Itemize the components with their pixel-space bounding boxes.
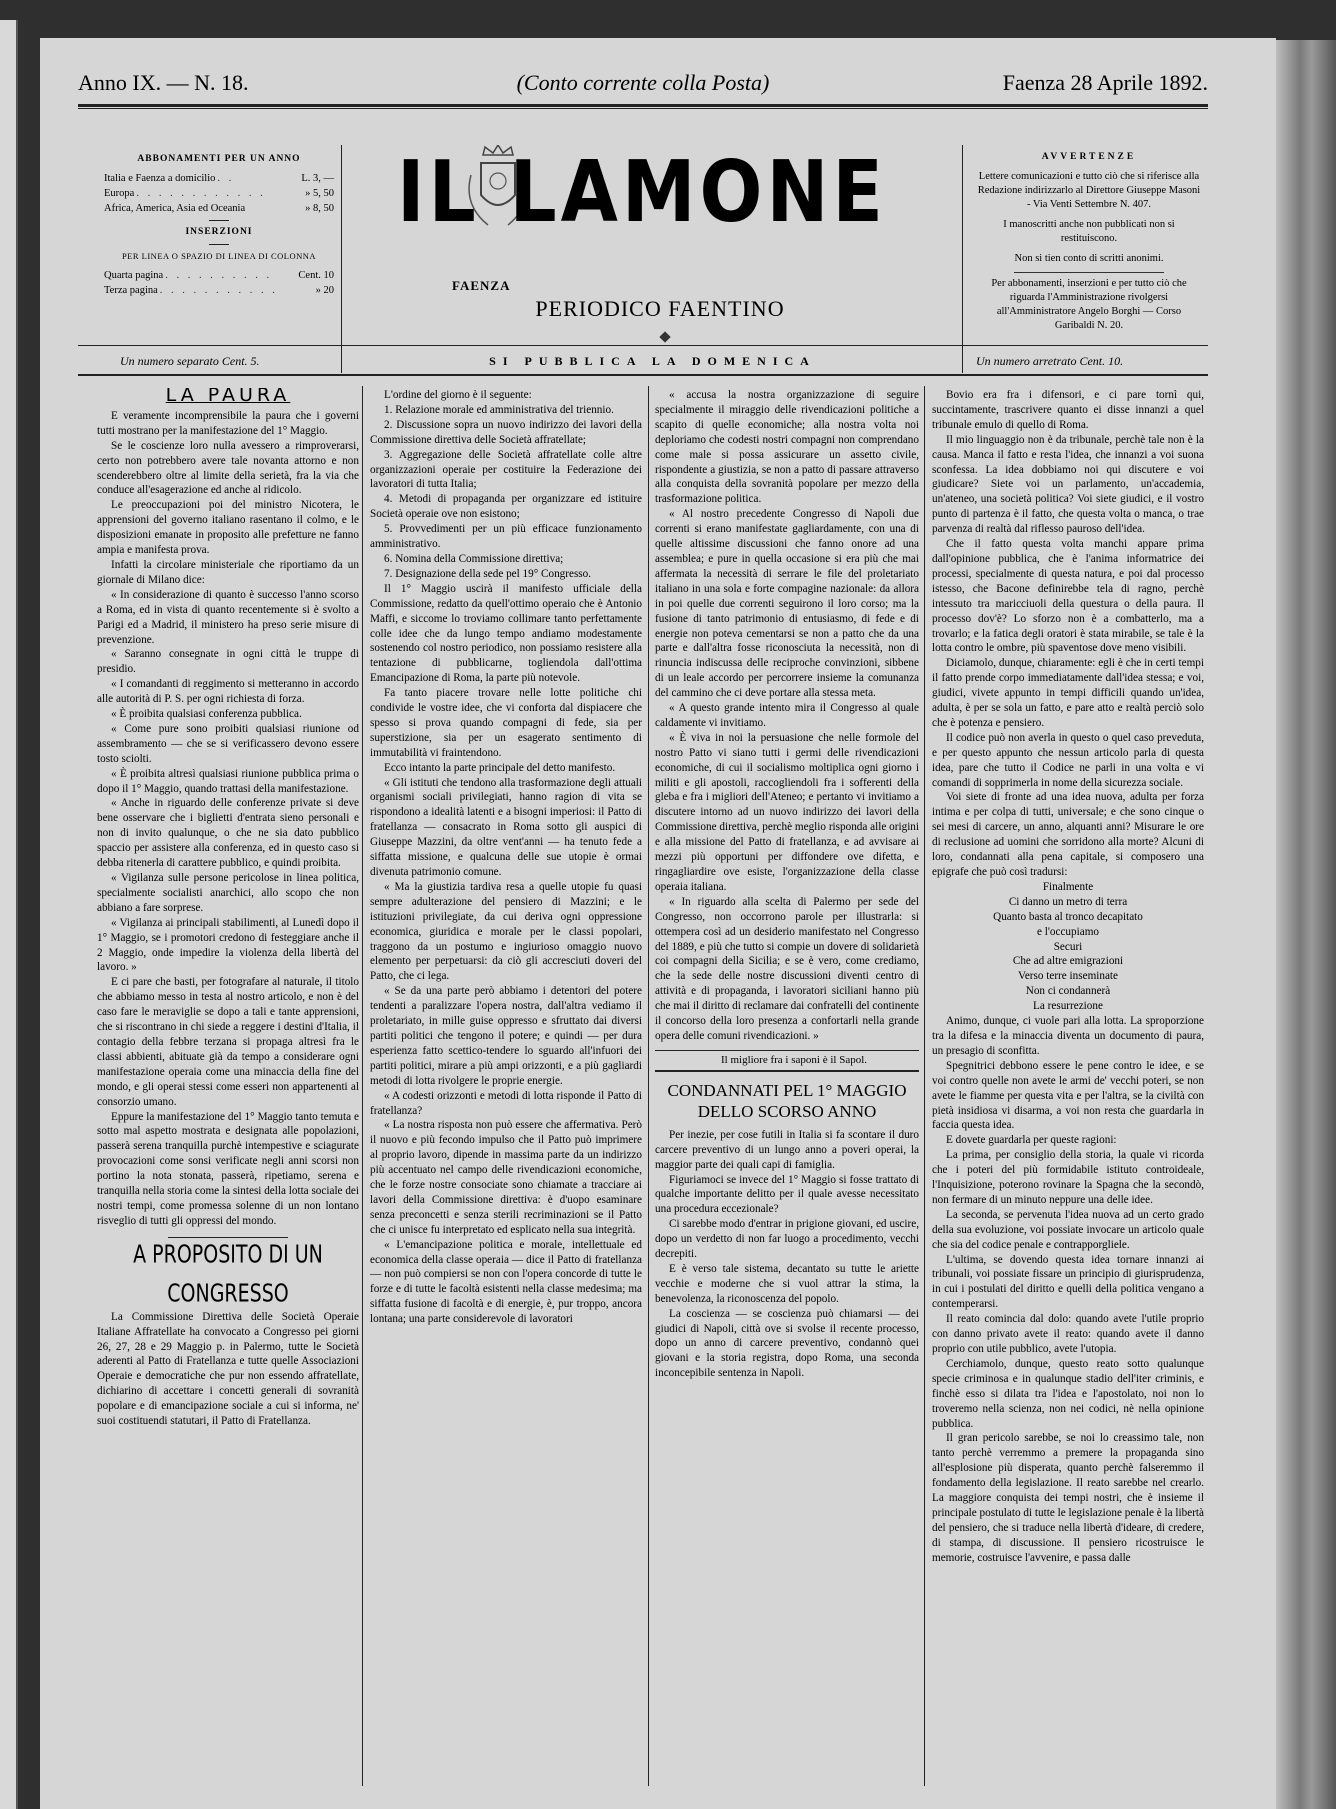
price-value: Cent. 10: [298, 270, 334, 281]
paragraph: E è verso tale sistema, decantato su tutte le ariette vecchie e moderne che si vuol attrar la stima, la benevolenza, la riconoscenza del popolo.: [655, 1262, 919, 1305]
paragraph: « È proibita altresì qualsiasi riunione pubblica prima o dopo il 1° Maggio, quando trattasi della manifestazione.: [97, 767, 359, 795]
avvertenze-text: Lettere comunicazioni e tutto ciò che si riferisce alla Redazione indirizzarlo al Direttore Giuseppe Masoni - Via Venti Settembre N. 407.: [977, 171, 1201, 210]
binding-spine: [0, 20, 18, 1809]
page-edges: [1276, 40, 1336, 1809]
paragraph: Il mio linguaggio non è da tribunale, perchè tale non è la causa. Manca il fatto e resta l'idea, che innanzi a voi suona sconfessa. La idea dobbiamo noi qui discutere e voi giudicare? Siete voi un parlamento, un'accademia, un'ateneo, una società politica? Voi siete giudici, e il vostro punto di partenza è il fatto, che questa volta o manca, o trae parvenza di realtà dal riflesso pauroso dell'idea.: [932, 433, 1204, 536]
avvertenze-text: Per abbonamenti, inserzioni e per tutto ciò che riguarda l'Amministrazione rivolgersi all'Amministratore Angelo Borghi — Corso Garibaldi N. 20.: [991, 278, 1187, 331]
paragraph: Voi siete di fronte ad una idea nuova, adulta per forza intima e per colpa di tutti, universale; e che sono cinque o sei mesi di carcere, un anno, alquanti anni? Misurare le ore di reclusione ad uomini che sorridono alla morte? Alcuni di loro, condannati alla pena capitale, si composero una epigrafe che può così tradursi:: [932, 791, 1204, 878]
article-heading: A PROPOSITO DI UN CONGRESSO: [133, 1239, 323, 1308]
paragraph: Bovio era fra i difensori, e ci pare tornì qui, succintamente, trascrivere quanto ei disse innanzi a quel tribunale emulo di quello di Roma.: [932, 389, 1204, 431]
paragraph: Che il fatto questa volta manchi appare prima dall'opinione pubblica, che è l'anima informatrice dei processi, specialmente di questa natura, e poi dal processo istesso, che Bacone definirebbe tela di ragno, perchè intessuto tra maricciuoli della questura o della paura. Il processo dov'è? Lo sforzo non è a combatterlo, ma a trovarlo; e la fatica degli oratori è stata mirabile, se tale è la lotta contro le ombre, più spaventose dove meno visibili.: [932, 538, 1204, 655]
separator: [655, 1070, 919, 1072]
poem-line: Che ad altre emigrazioni: [1012, 955, 1124, 968]
poem-line: Non ci condannerà: [1025, 985, 1111, 998]
issue-date: Faenza 28 Aprile 1892.: [1002, 70, 1208, 95]
masthead-line: [78, 70, 1208, 100]
column-rule: [924, 386, 925, 1786]
price-row: Terza pagina . . . . . . . . . . . » 20: [104, 285, 334, 296]
separator: [209, 220, 229, 221]
issue-number: Anno IX. — N. 18.: [78, 70, 249, 95]
paragraph: Cerchiamolo, dunque, questo reato sotto qualunque specie criminosa e in qualunque stadio dell'iter criminis, e finchè esso si dilata tra l'idea e l'apostolato, noi non lo troveremo nella scienza, non nei codici, nè nella opinione pubblica.: [932, 1357, 1204, 1430]
price-value: » 20: [315, 285, 334, 296]
strip-rule-top: [78, 345, 1208, 346]
poem-line: Verso terre inseminate: [1017, 970, 1119, 983]
poem-line: Ci danno un metro di terra: [1008, 895, 1128, 908]
paragraph: « A questo grande intento mira il Congresso al quale caldamente vi invitiamo.: [655, 702, 919, 729]
paragraph: Le preoccupazioni poi del ministro Nicotera, le apprensioni del governo italiano rasentano il colmo, e le disposizioni emanate in proposito alle prefetture ne fanno ampia e manifesta prova.: [97, 499, 359, 557]
paragraph: Per inezie, per cose futili in Italia si fa scontare il duro carcere preventivo di un lungo anno a poveri operai, la maggior parte dei quali capi di famiglia.: [655, 1128, 919, 1171]
paragraph: Il codice può non averla in questo o quel caso preveduta, e per questo appunto che nessun articolo parla di questa idea, pare che tutto il Codice ne parli in una volta e vi comandi di sopprimerla in nome della sicurezza sociale.: [932, 731, 1204, 789]
paragraph: La Commissione Direttiva delle Società Operaie Italiane Affratellate ha convocato a Congresso pei giorni 26, 27, 28 e 29 Maggio p. in Palermo, tutte le Società aderenti al Patto di Fratellanza e tutte quelle Associazioni Operaie e democratiche che pur non essendo affratellate, dichiarino di accettare i concetti generali di sovranità popolare e di emancipazione sociale a cui si informa, ne' suoi costituendi statutari, il Patto di Fratellanza.: [97, 1310, 359, 1428]
avvertenze-heading: AVVERTENZE: [1041, 152, 1137, 162]
paragraph: « Saranno consegnate in ogni città le truppe di presidio.: [97, 648, 359, 676]
paragraph: « In considerazione di quanto è successo l'anno scorso a Roma, ed in vista di quanto recentemente si è svolto a Parigi ed a Madrid, il ministero ha preso serie misure di prevenzione.: [97, 588, 359, 646]
paragraph: « Se da una parte però abbiamo i detentori del potere tendenti a paralizzare l'opera nostra, dall'altra vediamo il proletariato, in mille guise oppresso e sfruttato dai diversi partiti politici che tengono il potere; e quindi — per dura esperienza fatto scettico-tendere lo sguardo all'infuori dei partiti politici, mirare a più ampi orizzonti, e a più gagliardi metodi di lotta rivolgere le proprie energie.: [370, 985, 642, 1087]
price-label: Italia e Faenza a domicilio: [104, 173, 216, 184]
paragraph: « La nostra risposta non può essere che affermativa. Però il nuovo e più fecondo impulso che il Patto può imprimere al proprio lavoro, dipende in massima parte da un indirizzo più accentuato nel campo delle rivendicazioni economiche, che le forze nostre consociate sono chiamate a tracciare ai lavori della Commissione direttiva: è d'uopo esaminare senza preconcetti e senza sterili recriminazioni se il Patto che ci unisce fu interpretato ed esplicato nella sua integrità.: [370, 1119, 642, 1236]
column-3: [655, 388, 919, 1773]
numero-separato: Un numero separato Cent. 5.: [120, 354, 260, 368]
price-row: Italia e Faenza a domicilio . . L. 3, —: [104, 173, 334, 184]
paragraph: « Anche in riguardo delle conferenze private si deve bene osservare che i biglietti d'entrata sieno personali e non di invito qualunque, o che ne sia dato pubblico spaccio per assistere alla conferenza, ed in questo caso si debba ritenerla di carattere pubblico, e quindi proibita.: [97, 797, 359, 870]
paragraph: « Ma la giustizia tardiva resa a quelle utopie fu quasi sempre adulterazione del pensiero di Mazzini; e le istituzioni privilegiate, da cui deriva ogni oppressione economica, giuridica e morale per le classi popolari, traggono da un postumo e ingiurioso omaggio nuovo elemento per perpetuarsi: da ciò gli accresciuti doveri del Patto, che ci lega.: [370, 880, 642, 983]
paragraph: E dovete guardarla per queste ragioni:: [946, 1134, 1117, 1147]
paragraph: 4. Metodi di propaganda per organizzare ed istituire Società operaie ove non esistono;: [370, 493, 642, 521]
separator: [1014, 272, 1164, 273]
price-label: Quarta pagina: [104, 270, 164, 281]
column-1: [97, 388, 359, 1773]
paragraph: La seconda, se pervenuta l'idea nuova ad un certo grado della sua evoluzione, voi possiate invocare un articolo quale che sia del codice penale e contrapporgliele.: [932, 1208, 1204, 1251]
paragraph: E ci pare che basti, per fotografare al naturale, il titolo che abbiamo messo in testa al nostro articolo, e non è del caso fare le meraviglie se dopo a tali e tante apprensioni, che si riscontrano in chi siede a reggere i destini d'Italia, il contagio della febbre terzana si propaga altresì fra le classi abbienti, abituate già da tempo a considerare ogni manifestazione operaia come una minaccia della fine del mondo, e gli operai stessi come esseri non appartenenti al consorzio umano.: [97, 976, 359, 1108]
left-box-divider: [341, 145, 342, 373]
poem-line: Securi: [1053, 940, 1083, 953]
column-rule: [362, 386, 363, 1786]
avvertenze-box: [976, 150, 1202, 339]
paragraph: « I comandanti di reggimento si metteranno in accordo alle autorità di P. S. per ogni richiesta di forza.: [97, 678, 359, 706]
paragraph: Il reato comincia dal dolo: quando avete l'utile proprio con danno privato avete il reato: quando avete il danno proprio con utile pubblico, avete l'utopia.: [932, 1313, 1204, 1355]
paragraph: « Al nostro precedente Congresso di Napoli due correnti si erano manifestate gagliardamente, con una di quelle altissime discussioni che fanno onore ad una assemblea; e pure in quella occasione si era più che mai affermata la necessità di serrare le file del proletariato italiano in una sola e forte compagine nazionale: da allora in poi quelle due correnti seguirono il loro corso; ma la fusione di tanto patrimonio di entusiasmo, di fede e di energie non poteva cementarsi se non a patto che da una parte e dall'altra fosse riconosciuta la necessità, non di rinuncia indiscussa delle reciproche convinzioni, sibbene di un leale accordo per percorrere insieme la comunanza del cammino che ci deve portare alla stessa meta.: [655, 508, 919, 700]
paragraph: Animo, dunque, ci vuole pari alla lotta. La sproporzione tra la difesa e la minaccia diventa un documento di paura, un presagio di sconfitta.: [932, 1015, 1204, 1057]
paragraph: « Vigilanza ai principali stabilimenti, al Lunedì dopo il 1° Maggio, se i promotori credono di festeggiare anche il 2 Maggio, onde impedire la violenza della libertà del lavoro. »: [97, 916, 359, 974]
si-pubblica: SI PUBBLICA LA DOMENICA: [489, 354, 816, 368]
paragraph: « Vigilanza sulle persone pericolose in linea politica, specialmente socialisti anarchici, allo scopo che non abbiano a fare sorprese.: [97, 872, 359, 914]
avvertenze-text: Non si tien conto di scritti anonimi.: [1014, 253, 1164, 264]
paragraph: Figuriamoci se invece del 1° Maggio si fosse trattato di qualche importante delitto per il quale avesse necessitato una procedura eccezionale?: [655, 1173, 919, 1216]
poem-line: Finalmente: [1042, 880, 1094, 893]
separator: [209, 244, 229, 245]
paragraph: « Gli istituti che tendono alla trasformazione degli attuali organismi sociali privilegiati, hanno ragion di vita se rispondono a idealità latenti e a bisogni imperiosi: il Patto di fratellanza — consacrato in Roma sotto gli auspici di Giuseppe Mazzini, da oltre vent'anni — ha tenuto fede a siffatta missione, e qualcuna delle sue utopie è ormai divenuta patrimonio comune.: [370, 776, 642, 878]
avvertenze-text: I manoscritti anche non pubblicati non si restituiscono.: [1003, 219, 1175, 244]
column-2: [370, 388, 642, 1773]
paragraph: Infatti la circolare ministeriale che riportiamo da un giornale di Milano dice:: [97, 558, 359, 586]
paragraph: Il 1° Maggio uscirà il manifesto ufficiale della Commissione, redatto da quell'ottimo operaio che è Antonio Maffi, e siccome lo troviamo collimare tanto perfettamente colle idee che da lungo tempo andiamo modestamente sostenendo col nostro periodico, non possiamo resistere alla tentazione di pubblicarne, togliendola dall'ottima Emancipazione di Roma, la parte più notevole.: [370, 582, 642, 685]
paragraph: 2. Discussione sopra un nuovo indirizzo dei lavori della Commissione direttiva delle Società affratellate;: [370, 418, 642, 446]
paragraph: Ecco intanto la parte principale del detto manifesto.: [384, 761, 616, 774]
paragraph: Spegnitrici debbono essere le pene contro le idee, e se voi contro quelle non avete le armi de' vecchi poteri, se non avete le fiamme per questa vita e per l'altra, se la civiltà con pietà insidiosa vi disarma, a voi non resta che guardarla in faccia questa idea.: [932, 1059, 1204, 1132]
price-label: Terza pagina: [104, 285, 158, 296]
title-faenza: FAENZA: [452, 278, 511, 293]
paragraph: L'ultima, se dovendo questa idea tornare innanzi ai tribunali, voi possiate fissare un principio di giurisprudenza, in cui i postulati del diritto e quelli della politica vengano a contemperarsi.: [932, 1253, 1204, 1311]
paragraph: « A codesti orizzonti e metodi di lotta risponde il Patto di fratellanza?: [370, 1089, 642, 1117]
inserzioni-heading: INSERZIONI: [185, 227, 253, 237]
article-heading: LA PAURA: [165, 388, 291, 406]
paragraph: 6. Nomina della Commissione direttiva;: [384, 552, 564, 565]
paragraph: « Come pure sono proibiti qualsiasi riunione od assembramento — che se si verificassero devono essere tosto sciolti.: [97, 722, 359, 765]
paragraph: 3. Aggregazione delle Società affratellate colle altre organizzazioni operaie per costituire la Federazione dei lavoratori di tutta Italia;: [370, 448, 642, 491]
price-value: » 5, 50: [305, 188, 334, 199]
paragraph: « È proibita qualsiasi conferenza pubblica.: [111, 708, 302, 721]
price-label: Europa: [104, 188, 135, 199]
paragraph: E veramente incomprensibile la paura che i governi tutti mostrano per la manifestazione del 1° Maggio.: [97, 409, 359, 437]
price-row: Quarta pagina . . . . . . . . . . Cent. 10: [104, 270, 334, 281]
paragraph: Eppure la manifestazione del 1° Maggio tanto temuta e sotto mal aspetto mostrata e designata alle popolazioni, passerà serena tranquilla purchè intempestive e sciagurate provocazioni come sonsi verificate negli anni scorsi non portino la nota stonata, passerà, ripetiamo, serena e tranquilla nella storia come la sintesi della lotta sociale dei nostri tempi, come promessa solenne di un non lontano risveglio di tutti gli oppressi del mondo.: [97, 1110, 359, 1227]
right-box-divider: [962, 145, 963, 373]
sapol-ad: Il migliore fra i saponi è il Sapol.: [720, 1053, 868, 1066]
paragraph: « In riguardo alla scelta di Palermo per sede del Congresso, non occorrono parole per illustrarla: si ottempera così ad un desiderio manifestato nel Congresso del 1889, e più che tutto si compie un dovere di solidarietà coi compagni della Sicilia; e se è vero, come crediamo, che la sede delle nostre discussioni diventi centro di attività e di propaganda, i lavoratori siciliani hanno più che mai il diritto di reclamare dai confratelli del continente il concorso della loro presenza a confortarli nella grande opera delle comuni rivendicazioni. »: [655, 895, 919, 1042]
newspaper-title: IL LAMONE: [397, 142, 887, 242]
price-label: Africa, America, Asia ed Oceania: [104, 203, 246, 214]
inserzioni-sub: PER LINEA O SPAZIO DI LINEA DI COLONNA: [121, 251, 317, 261]
conto-corrente: (Conto corrente colla Posta): [516, 70, 770, 95]
paragraph: La coscienza — se coscienza può chiamarsi — dei giudici di Napoli, città ove si svolse il recente processo, dopo un anno di carcere preventivo, condannò quei giovani e la storia registra, dopo Roma, una seconda inconcepibile sentenza in Napoli.: [655, 1307, 919, 1380]
paragraph: Diciamolo, dunque, chiaramente: egli è che in certi tempi il fatto prende corpo immediatamente dall'idea stessa; e voi, giudici, vivete appunto in tempi difficili quando un'idea, adulta, è per se sola un fatto, e pare atto e realtà perciò solo che è potenza e pensiero.: [932, 657, 1204, 729]
paragraph: L'ordine del giorno è il seguente:: [384, 389, 532, 401]
price-value: » 8, 50: [305, 203, 334, 214]
strip-rule-bottom: [78, 374, 1208, 376]
masthead-rule-thin: [78, 108, 1208, 109]
paragraph: Ci sarebbe modo d'entrar in prigione giovani, ed uscire, dopo un verdetto di non far luogo a procedimento, vecchi decrepiti.: [655, 1218, 919, 1261]
poem-line: Quanto basta al tronco decapitato: [993, 910, 1143, 923]
poem-line: La resurrezione: [1033, 1000, 1103, 1013]
paragraph: « accusa la nostra organizzazione di seguire specialmente il miraggio delle rivendicazioni politiche a scapito di quelle economiche; alla nostra volta noi deploriamo che codesti nostri compagni non comprendano come male si possa assicurare un assetto civile, rispondente a giustizia, se non a patto di passare attraverso alla conquista della sovranità popolare per mezzo della trasformazione politica.: [655, 389, 919, 506]
paragraph: Il gran pericolo sarebbe, se noi lo creassimo tale, non tanto perchè verremmo a premere la propaganda sino all'esplosione più disperata, quanto perchè falseremmo il fondamento della legislazione. Il reato sarebbe nel crearlo. La maggiore conquista dei tempi nostri, che è insieme il principale postulato di tutte le legislazione penale è la libertà del pensiero, che si traduce nella libertà d'ideare, di credere, di stampa, di discussione. Il pensiero ricostruisce le memorie, costruisce l'avvenire, e passa dalle: [932, 1432, 1204, 1564]
price-row: [104, 201, 334, 216]
separator: [655, 1050, 919, 1051]
paragraph: Se le coscienze loro nulla avessero a rimproverarsi, certo non potrebbero avere tale novanta attorno e non scenderebbero oltre al limite della serietà, fra la via che conduce all'esagerazione ed anche al ridicolo.: [97, 439, 359, 497]
abbonamenti-box: [104, 152, 334, 298]
poem-line: e l'occupiamo: [1037, 925, 1099, 938]
numero-arretrato: Un numero arretrato Cent. 10.: [976, 354, 1124, 368]
newspaper-subtitle: PERIODICO FAENTINO: [535, 296, 785, 321]
column-rule: [648, 386, 649, 1786]
price-row: Europa . . . . . . . . . . . . » 5, 50: [104, 188, 334, 199]
masthead-rule: [78, 104, 1208, 107]
column-4: [932, 388, 1204, 1773]
paragraph: La prima, per consiglio della storia, la quale vi ricorda che i poteri del più formidabile istituto controideale, l'Inquisizione, poterono rovinare la Spagna che la secondò, non fermare di un minuto neppure una delle idee.: [932, 1149, 1204, 1206]
price-value: L. 3, —: [301, 173, 334, 184]
paragraph: Fa tanto piacere trovare nelle lotte politiche chi condivide le vostre idee, che vi conforta dal dispiacere che spesso si prova quando compagni di fede, sia per superstizione, sia per un esagerato sentimento di immutabilità vi fraintendono.: [370, 687, 642, 759]
paragraph: 5. Provvedimenti per un più efficace funzionamento amministrativo.: [370, 523, 642, 551]
abbonamenti-heading: ABBONAMENTI PER UN ANNO: [137, 154, 301, 164]
article-heading: CONDANNATI PEL 1° MAGGIO DELLO SCORSO ANNO: [667, 1080, 907, 1121]
paragraph: « È viva in noi la persuasione che nelle formole del nostro Patto vi siano tutti i germi delle rivendicazioni economiche, di cui il socialismo moltiplica ogni giorno i militi e gli apostoli, raccogliendoli fra i sofferenti della gleba e fra i migliori dell'Ateneo; e pertanto vi invitiamo a discutere intorno ad un nuovo indirizzo dei lavori della Commissione direttiva, perchè meglio risponda alle origini e alla missione del Patto di fratellanza, e ad avvisare ai mezzi più opportuni per diffondere ove difetta, e ringagliardire ove esiste, l'organizzazione della classe operaia italiana.: [655, 731, 919, 893]
paragraph: « L'emancipazione politica e morale, intellettuale ed economica della classe operaia — dice il Patto di fratellanza — non può compiersi se non con l'opera concorde di tutte le forze e di tutte le facoltà esistenti nella classe medesima; ma siffatta fusione di facoltà e di energie, è, pur troppo, ancora lontana; una parte considerevole di lavoratori: [370, 1238, 642, 1326]
paragraph: 7. Designazione della sede pel 19° Congresso.: [384, 567, 592, 580]
paragraph: 1. Relazione morale ed amministrativa del triennio.: [384, 403, 614, 416]
